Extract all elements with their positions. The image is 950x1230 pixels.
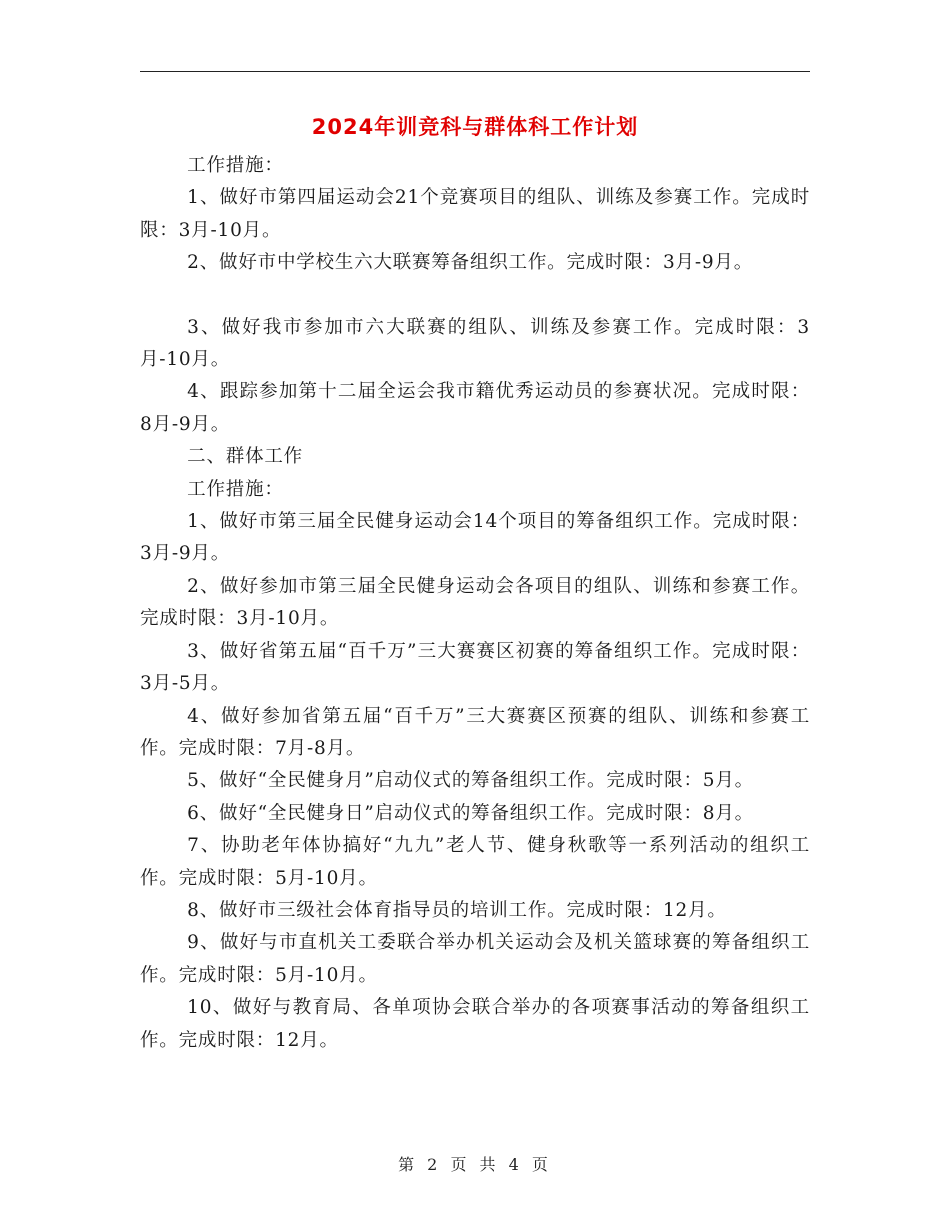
paragraph-item: 4、跟踪参加第十二届全运会我市籍优秀运动员的参赛状况。完成时限：8月-9月。 xyxy=(140,381,810,435)
paragraph-item: 6、做好“全民健身日”启动仪式的筹备组织工作。完成时限：8月。 xyxy=(187,802,754,824)
document-body xyxy=(140,150,810,1057)
paragraph-item: 5、做好“全民健身月”启动仪式的筹备组织工作。完成时限：5月。 xyxy=(187,770,754,792)
paragraph-item: 3、做好我市参加市六大联赛的组队、训练及参赛工作。完成时限：3月-10月。 xyxy=(140,316,810,371)
header-rule xyxy=(140,71,810,72)
page-number: 第 2 页 共 4 页 xyxy=(398,1155,552,1174)
paragraph-item: 2、做好市中学校生六大联赛筹备组织工作。完成时限：3月-9月。 xyxy=(187,252,754,274)
document-title: 2024年训竞科与群体科工作计划 xyxy=(311,115,639,139)
paragraph-item: 1、做好市第四届运动会21个竞赛项目的组队、训练及参赛工作。完成时限：3月-10月。 xyxy=(140,187,810,241)
paragraph-item: 2、做好参加市第三届全民健身运动会各项目的组队、训练和参赛工作。完成时限：3月-10月。 xyxy=(140,575,810,630)
paragraph-item: 9、做好与市直机关工委联合举办机关运动会及机关篮球赛的筹备组织工作。完成时限：5月-10月。 xyxy=(140,932,810,986)
paragraph-measures-heading: 工作措施： xyxy=(187,478,284,500)
paragraph-item: 8、做好市三级社会体育指导员的培训工作。完成时限：12月。 xyxy=(187,899,727,921)
paragraph-item: 7、协助老年体协搞好“九九”老人节、健身秋歌等一系列活动的组织工作。完成时限：5月-10月。 xyxy=(140,835,810,889)
paragraph-item: 4、做好参加省第五届“百千万”三大赛赛区预赛的组队、训练和参赛工作。完成时限：7月-8月。 xyxy=(140,705,810,759)
paragraph-item: 3、做好省第五届“百千万”三大赛赛区初赛的筹备组织工作。完成时限：3月-5月。 xyxy=(140,640,810,695)
paragraph-item: 10、做好与教育局、各单项协会联合举办的各项赛事活动的筹备组织工作。完成时限：12月。 xyxy=(140,997,810,1051)
paragraph-measures-heading: 工作措施： xyxy=(187,155,284,176)
section-heading-mass-sports: 二、群体工作 xyxy=(187,446,303,468)
paragraph-item: 1、做好市第三届全民健身运动会14个项目的筹备组织工作。完成时限：3月-9月。 xyxy=(140,511,810,565)
